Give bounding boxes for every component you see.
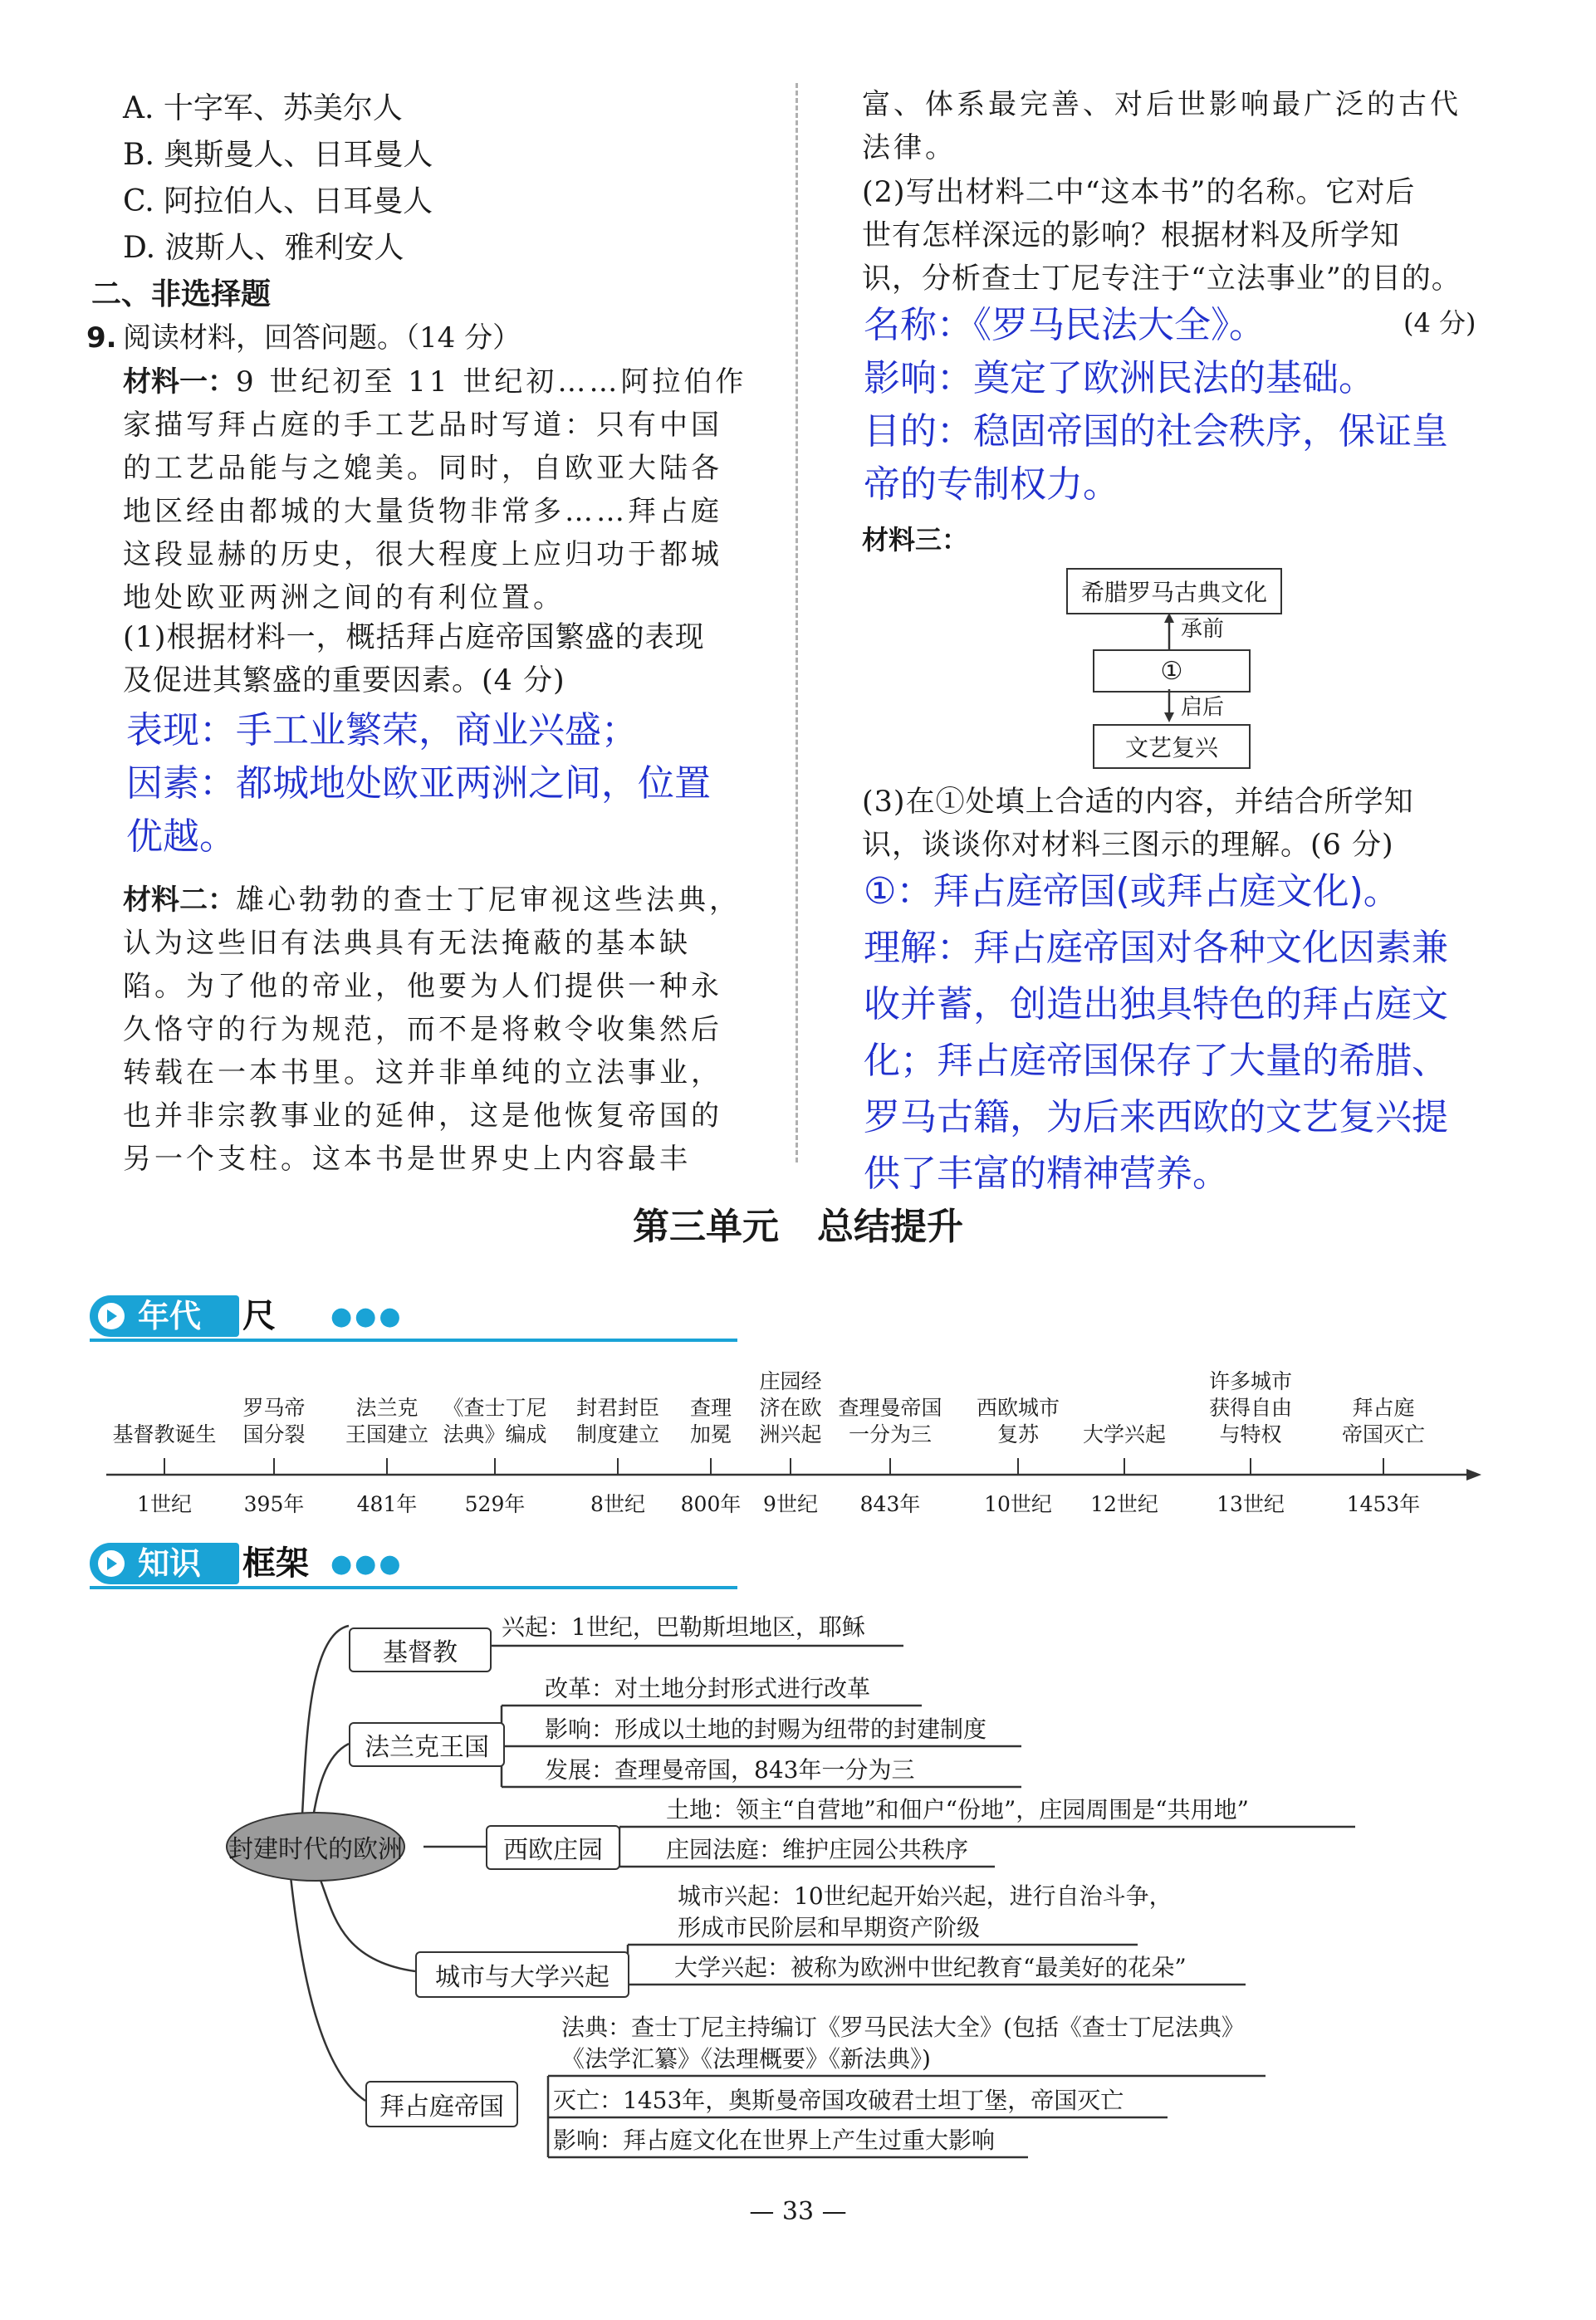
question-number: 9.	[86, 321, 117, 355]
branch-item: 改革：对土地分封形式进行改革	[545, 1675, 871, 1702]
timeline-event-date: 12世纪	[1090, 1492, 1158, 1516]
branch-byzantine-empire: 拜占庭帝国	[365, 2081, 518, 2127]
question-line: 识，谈谈你对材料三图示的理解。(6 分)	[862, 829, 1394, 862]
answer-line: 因素：都城地处欧亚两洲之间，位置	[126, 762, 711, 805]
framework-title: 框架	[242, 1544, 309, 1583]
question-line: 及促进其繁盛的重要因素。(4 分)	[123, 664, 565, 697]
timeline-event-label: 基督教诞生	[112, 1422, 217, 1446]
material-one	[123, 360, 747, 619]
material-two-continued	[862, 83, 1461, 169]
option-a: A. 十字军、苏美尔人	[123, 91, 403, 125]
timeline-tick	[710, 1458, 712, 1475]
material-line: 也并非宗教事业的延伸，这是他恢复帝国的	[123, 1099, 722, 1133]
sub-question-1	[123, 616, 705, 702]
column-divider	[796, 83, 798, 1162]
branch-item: 灭亡：1453年，奥斯曼帝国攻破君士坦丁堡，帝国灭亡	[553, 2087, 1124, 2114]
material-two	[123, 879, 741, 1181]
sub-question-2	[862, 171, 1461, 301]
timeline-event-label: 查理 加冕	[689, 1396, 732, 1446]
timeline-tick	[617, 1458, 619, 1475]
answer-line: 影响：奠定了欧洲民法的基础。	[864, 357, 1375, 399]
timeline-event-date: 800年	[680, 1492, 742, 1516]
page-number: — 33 —	[749, 2197, 847, 2226]
material-line: 家描写拜占庭的手工艺品时写道：只有中国	[123, 409, 722, 442]
answer-line: ①：拜占庭帝国(或拜占庭文化)。	[864, 870, 1400, 913]
question-line: (2)写出材料二中“这本书”的名称。它对后	[862, 176, 1416, 209]
branch-item: 影响：形成以土地的封赐为纽带的封建制度	[545, 1716, 987, 1743]
diagram-label-enlighten: 启后	[1181, 695, 1225, 720]
option-d: D. 波斯人、雅利安人	[123, 231, 404, 265]
material-line: 另一个支柱。这本书是世界史上内容最丰	[123, 1143, 691, 1176]
sub-question-3	[862, 781, 1414, 867]
timeline-tick	[494, 1458, 496, 1475]
answer-line: 理解：拜占庭帝国对各种文化因素兼	[864, 927, 1448, 969]
timeline-event-date: 1世纪	[137, 1492, 192, 1516]
branch-item: 大学兴起：被称为欧洲中世纪教育“最美好的花朵”	[674, 1954, 1187, 1981]
branch-christianity: 基督教	[349, 1627, 492, 1672]
material-line: 富、体系最完善、对后世影响最广泛的古代	[862, 88, 1461, 121]
branch-item: 发展：查理曼帝国，843年一分为三	[545, 1756, 915, 1784]
unit-title: 第三单元 总结提升	[633, 1206, 963, 1248]
answer-line: 目的：稳固帝国的社会秩序，保证皇	[864, 410, 1448, 453]
material-line: 雄心勃勃的查士丁尼审视这些法典，	[236, 883, 741, 917]
timeline-event-date: 529年	[464, 1492, 526, 1516]
framework-badge-text: 知识	[138, 1545, 202, 1582]
diagram-box-classical: 希腊罗马古典文化	[1066, 568, 1282, 614]
timeline-event-date: 8世纪	[590, 1492, 645, 1516]
dots-icon: ●●●	[330, 1549, 404, 1578]
timeline-event-label: 《查士丁尼 法典》编成	[443, 1396, 547, 1446]
answer-line: 收并蓄，创造出独具特色的拜占庭文	[864, 983, 1448, 1025]
material-line: 这段显赫的历史，很大程度上应归功于都城	[123, 538, 722, 571]
branch-item: 法典：查士丁尼主持编订《罗马民法大全》(包括《查士丁尼法典》	[561, 2014, 1245, 2041]
branch-western-manor: 西欧庄园	[486, 1825, 620, 1870]
material-line: 久恪守的行为规范，而不是将敕令收集然后	[123, 1013, 722, 1046]
timeline-event-label: 罗马帝 国分裂	[242, 1396, 306, 1446]
timeline-tick	[273, 1458, 275, 1475]
timeline-event-date: 9世纪	[763, 1492, 818, 1516]
branch-item: 城市兴起：10世纪起开始兴起，进行自治斗争，	[678, 1882, 1173, 1910]
timeline-tick	[889, 1458, 891, 1475]
branch-item: 形成市民阶层和早期资产阶级	[678, 1914, 981, 1941]
material-line: 陷。为了他的帝业，他要为人们提供一种永	[123, 970, 722, 1003]
dots-icon: ●●●	[330, 1302, 404, 1331]
timeline-tick	[1124, 1458, 1125, 1475]
timeline-event-date: 843年	[859, 1492, 921, 1516]
material-line: 转载在一本书里。这并非单纯的立法事业，	[123, 1056, 722, 1089]
timeline-tick	[386, 1458, 388, 1475]
timeline-event-label: 大学兴起	[1082, 1422, 1166, 1446]
timeline-tick	[790, 1458, 791, 1475]
question-intro: 阅读材料，回答问题。（14 分）	[123, 321, 521, 355]
question-line: (1)根据材料一，概括拜占庭帝国繁盛的表现	[123, 621, 705, 654]
branch-frankish-kingdom: 法兰克王国	[349, 1722, 505, 1767]
branch-cities-universities: 城市与大学兴起	[415, 1951, 629, 1998]
diagram-box-renaissance: 文艺复兴	[1093, 724, 1251, 769]
timeline-event-label: 查理曼帝国 一分为三	[838, 1396, 942, 1446]
answer-line: 名称：《罗马民法大全》。	[864, 304, 1266, 346]
timeline-badge-text: 年代	[138, 1298, 202, 1334]
timeline-event-label: 庄园经 济在欧 洲兴起	[759, 1369, 822, 1446]
branch-item: 土地：领主“自营地”和佃户“份地”，庄园周围是“共用地”	[666, 1796, 1249, 1823]
answer-line: 帝的专制权力。	[864, 463, 1119, 506]
timeline-tick	[1017, 1458, 1019, 1475]
timeline-tick	[164, 1458, 165, 1475]
answer-line: 供了丰富的精神营养。	[864, 1153, 1229, 1195]
timeline-event-date: 395年	[243, 1492, 305, 1516]
timeline-event-label: 许多城市 获得自由 与特权	[1208, 1369, 1292, 1446]
material-line: 的工艺品能与之媲美。同时，自欧亚大陆各	[123, 452, 722, 485]
timeline-event-label: 拜占庭 帝国灭亡	[1341, 1396, 1425, 1446]
material-two-label: 材料二：	[123, 883, 236, 917]
diagram-box-blank: ①	[1093, 649, 1251, 693]
mindmap-center: 封建时代的欧洲	[226, 1812, 405, 1882]
timeline-event-date: 13世纪	[1217, 1492, 1285, 1516]
timeline-event-label: 法兰克 王国建立	[345, 1396, 428, 1446]
material-line: 地区经由都城的大量货物非常多……拜占庭	[123, 495, 722, 528]
material-line: 法律。	[862, 131, 957, 164]
material-line: 认为这些旧有法典具有无法掩蔽的基本缺	[123, 927, 691, 960]
timeline-axis	[106, 1466, 1485, 1483]
timeline-event-date: 481年	[356, 1492, 418, 1516]
timeline-header-rule	[90, 1339, 737, 1342]
branch-item: 影响：拜占庭文化在世界上产生过重大影响	[553, 2127, 996, 2154]
answer-line: 优越。	[126, 815, 236, 858]
question-line: (3)在①处填上合适的内容，并结合所学知	[862, 786, 1414, 819]
timeline-event-label: 西欧城市 复苏	[976, 1396, 1060, 1446]
timeline-tick	[1250, 1458, 1251, 1475]
branch-item: 庄园法庭：维护庄园公共秩序	[666, 1836, 969, 1863]
answer-2-score: (4 分)	[1403, 307, 1476, 339]
option-b: B. 奥斯曼人、日耳曼人	[123, 138, 433, 172]
badge-arrow-icon	[96, 1549, 126, 1578]
answer-3	[864, 864, 1448, 1202]
question-line: 世有怎样深远的影响？根据材料及所学知	[862, 219, 1401, 252]
diagram-label-inherit: 承前	[1181, 617, 1225, 642]
timeline-event-label: 封君封臣 制度建立	[575, 1396, 659, 1446]
timeline-tick	[1383, 1458, 1384, 1475]
answer-line: 罗马古籍，为后来西欧的文艺复兴提	[864, 1096, 1448, 1138]
answer-1	[126, 704, 711, 864]
framework-header-rule	[90, 1586, 737, 1589]
section-title: 二、非选择题	[91, 277, 272, 311]
option-c: C. 阿拉伯人、日耳曼人	[123, 184, 433, 218]
material-one-label: 材料一：	[123, 365, 236, 399]
timeline-event-date: 10世纪	[984, 1492, 1052, 1516]
material-three-label: 材料三：	[862, 524, 969, 556]
timeline-event-date: 1453年	[1346, 1492, 1421, 1516]
question-line: 识，分析查士丁尼专注于“立法事业”的目的。	[862, 262, 1461, 296]
answer-2	[864, 299, 1448, 511]
branch-item: 兴起：1世纪，巴勒斯坦地区，耶稣	[502, 1613, 865, 1641]
branch-item: 《法学汇纂》《法理概要》《新法典》)	[561, 2045, 931, 2073]
answer-line: 表现：手工业繁荣，商业兴盛；	[126, 709, 638, 751]
material-line: 地处欧亚两洲之间的有利位置。	[123, 581, 565, 614]
answer-line: 化；拜占庭帝国保存了大量的希腊、	[864, 1040, 1448, 1082]
material-line: 9 世纪初至 11 世纪初……阿拉伯作	[236, 365, 747, 399]
badge-arrow-icon	[96, 1301, 126, 1331]
timeline-title: 尺	[242, 1297, 276, 1335]
